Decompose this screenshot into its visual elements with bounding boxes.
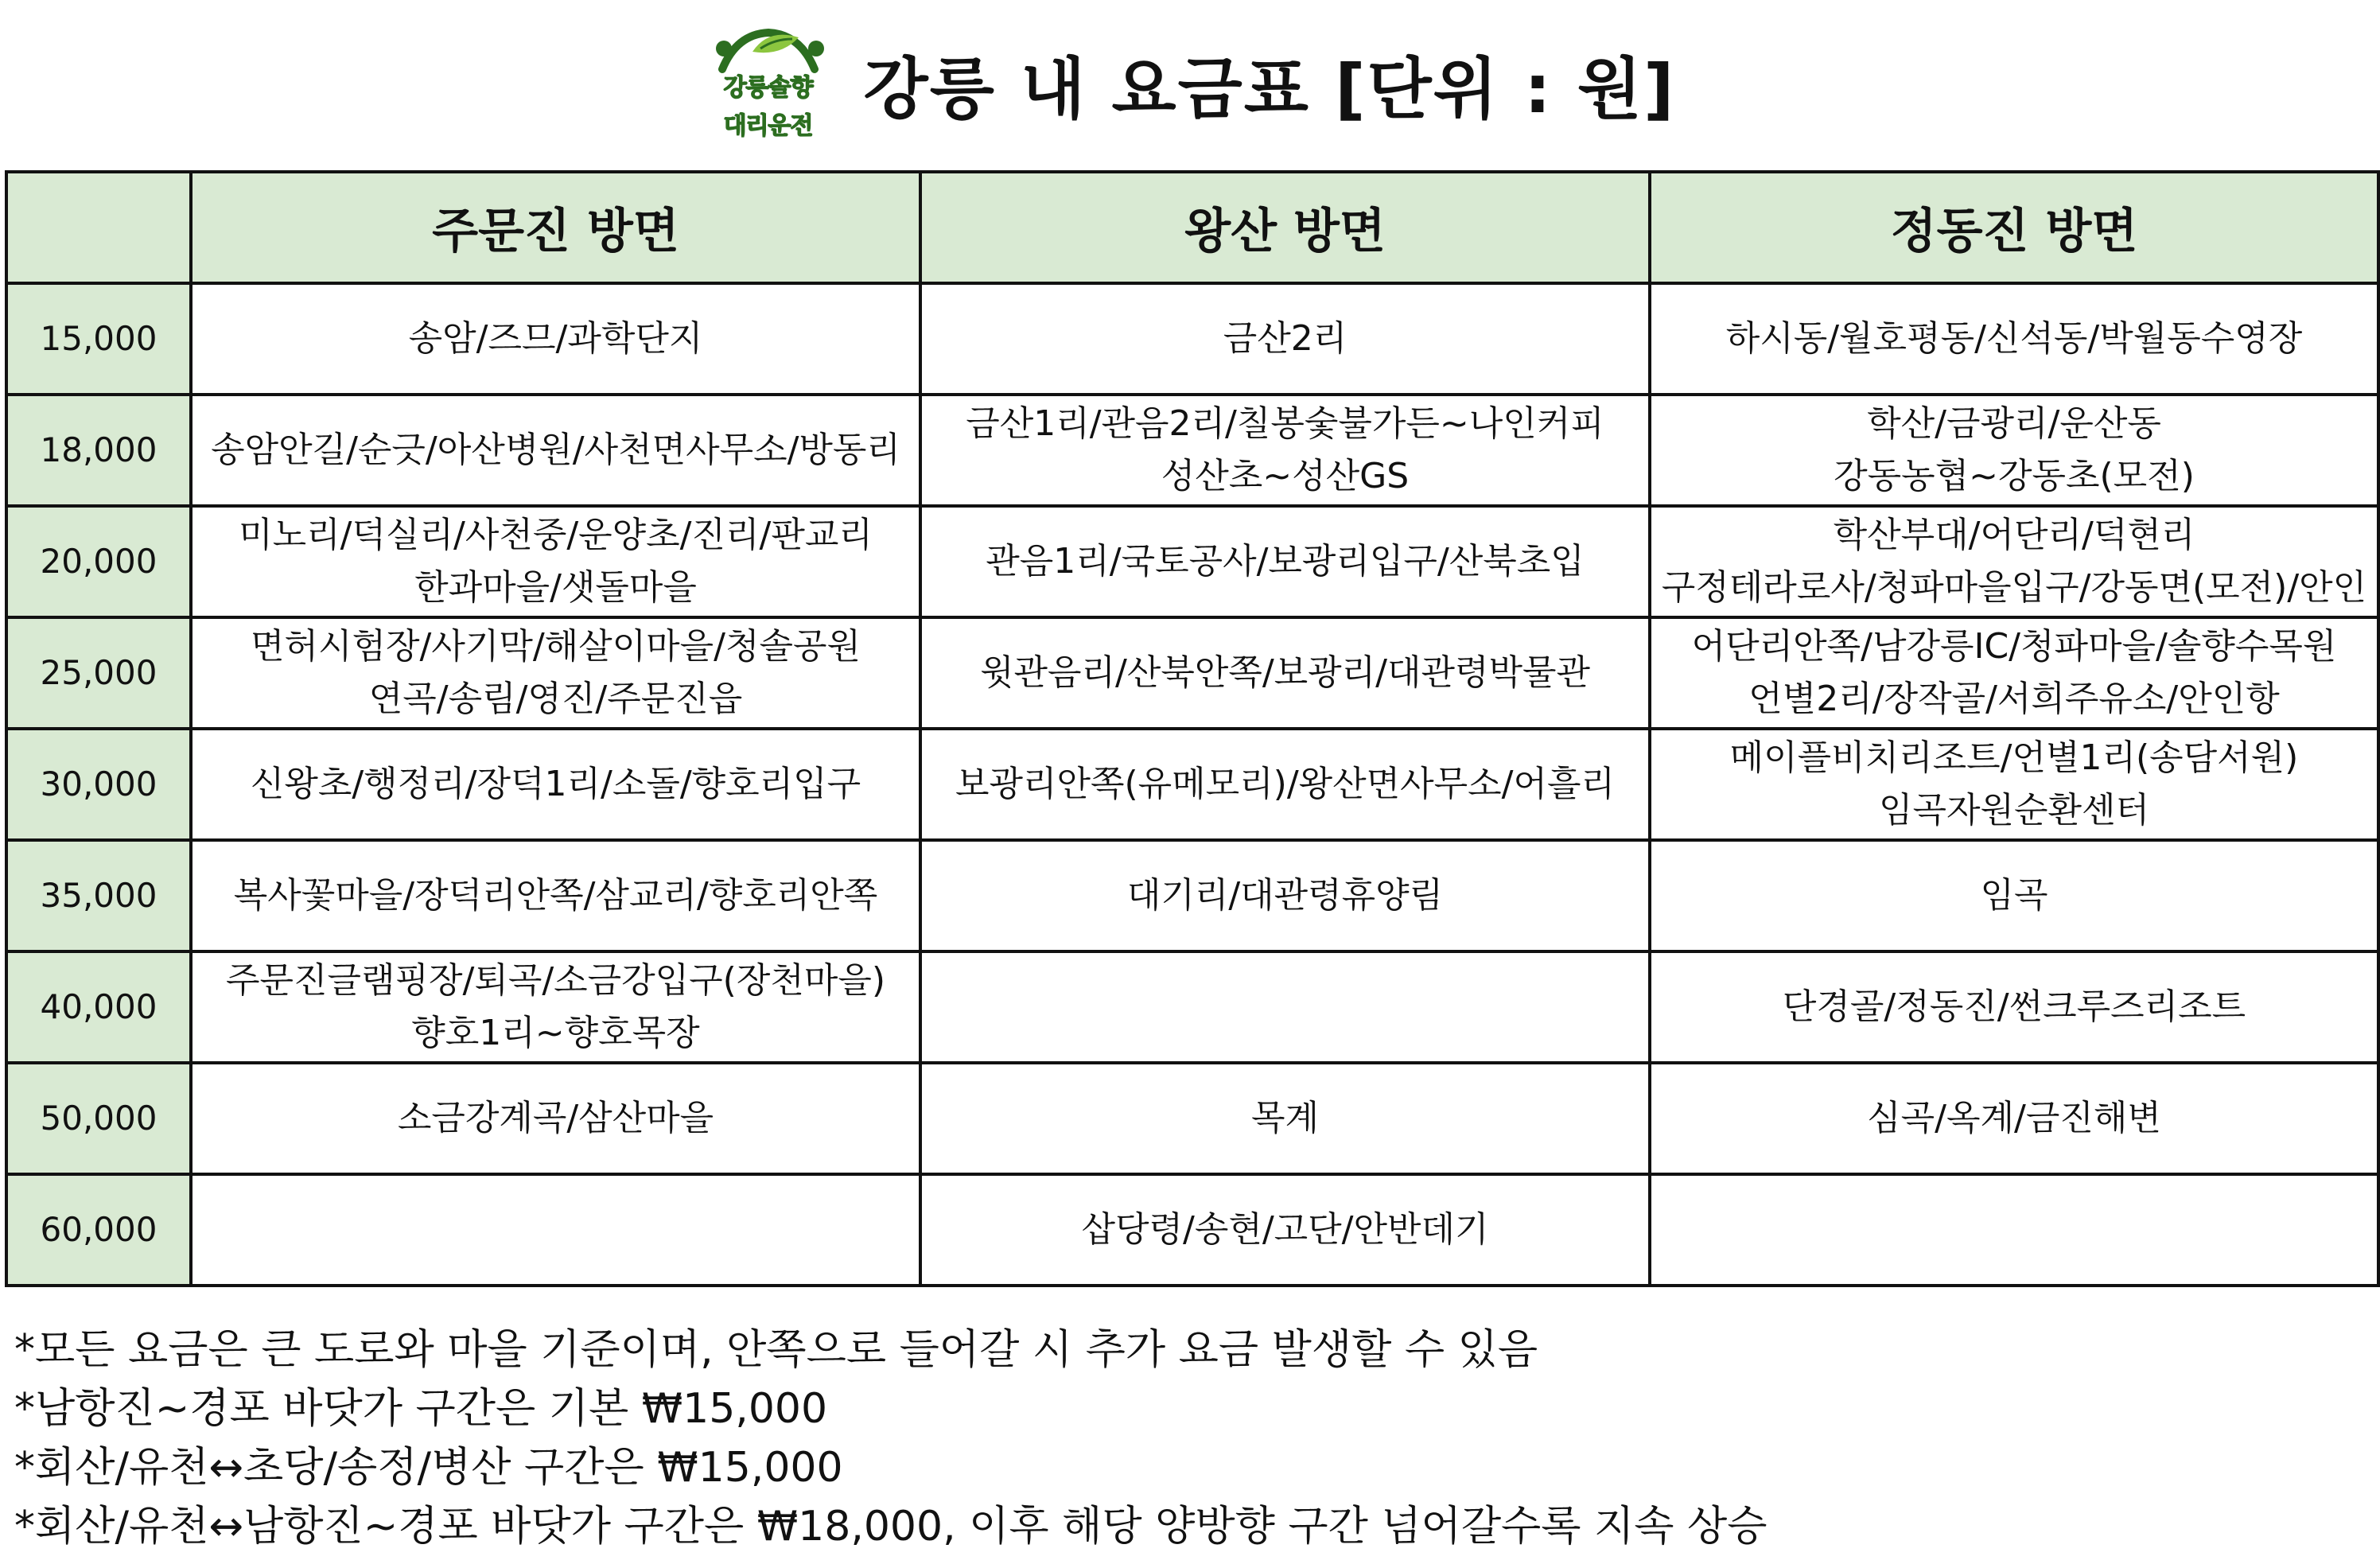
page-title: 강릉 내 요금표 [단위 : 원] [863, 49, 1676, 128]
area-list-text: 송암/즈므/과학단지 [408, 318, 703, 359]
area-cell-jeongdongjin [1650, 729, 2378, 840]
note-item: *남항진~경포 바닷가 구간은 기본 ₩15,000 [14, 1385, 828, 1433]
area-list-text: 금산2리 [1223, 318, 1348, 359]
price-cell: 25,000 [6, 617, 191, 729]
price-cell: 50,000 [6, 1063, 191, 1174]
area-list-text: 송암안길/순긋/아산병원/사천면사무소/방동리 [211, 430, 900, 470]
note-item: *회산/유천↔초당/송정/병산 구간은 ₩15,000 [14, 1444, 843, 1492]
area-list-text: 구정테라로사/청파마을입구/강동면(모전)/안인 [1661, 567, 2367, 608]
company-logo [705, 20, 832, 147]
table-row [6, 506, 2378, 617]
area-cell-jeongdongjin [1650, 617, 2378, 729]
area-cell-jeongdongjin [1650, 1063, 2378, 1174]
area-list-text: 삽당령/송현/고단/안반데기 [1081, 1209, 1489, 1250]
area-cell-jeongdongjin [1650, 840, 2378, 951]
price-cell: 30,000 [6, 729, 191, 840]
area-list-text: 임곡자원순환센터 [1878, 790, 2150, 831]
area-cell-jumunjin [191, 729, 920, 840]
area-list-text: 임곡 [1980, 875, 2048, 916]
area-list-text: 대기리/대관령휴양림 [1126, 875, 1444, 916]
area-list-text: 복사꽃마을/장덕리안쪽/삼교리/향호리안쪽 [233, 875, 878, 916]
area-cell-jeongdongjin [1650, 1174, 2378, 1286]
table-row [6, 729, 2378, 840]
area-cell-jumunjin [191, 1063, 920, 1174]
area-list-text: 목계 [1250, 1098, 1319, 1138]
area-cell-wangsan [920, 506, 1650, 617]
table-header-row [6, 172, 2378, 283]
area-list-text: 강동농협~강동초(모전) [1834, 456, 2195, 496]
table-row [6, 395, 2378, 506]
price-cell: 35,000 [6, 840, 191, 951]
note-item: *회산/유천↔남항진~경포 바닷가 구간은 ₩18,000, 이후 해당 양방향 구간 넘어갈수록 지속 상승 [14, 1503, 1768, 1550]
area-cell-jumunjin [191, 1174, 920, 1286]
table-row [6, 951, 2378, 1063]
table-row [6, 1174, 2378, 1286]
area-list-text: 학산/금광리/운산동 [1867, 403, 2161, 444]
area-list-text: 단경골/정동진/썬크루즈리조트 [1782, 986, 2246, 1027]
logo-text-line1: 강릉솔향 [723, 74, 813, 102]
price-cell: 18,000 [6, 395, 191, 506]
area-list-text: 언별2리/장작골/서희주유소/안인항 [1748, 679, 2280, 719]
area-cell-jeongdongjin [1650, 395, 2378, 506]
area-list-text: 메이플비치리조트/언별1리(송담서원) [1729, 737, 2299, 778]
price-cell: 15,000 [6, 283, 191, 395]
header-jumunjin: 주문진 방면 [191, 172, 920, 283]
price-cell: 40,000 [6, 951, 191, 1063]
area-cell-wangsan [920, 1174, 1650, 1286]
header-jeongdongjin: 정동진 방면 [1650, 172, 2378, 283]
area-list-text: 연곡/송림/영진/주문진읍 [368, 679, 743, 719]
logo-text-line2: 대리운전 [723, 112, 813, 140]
area-cell-wangsan [920, 729, 1650, 840]
area-list-text: 주문진글램핑장/퇴곡/소금강입구(장천마을) [225, 960, 886, 1001]
area-list-text: 성산초~성산GS [1161, 456, 1410, 496]
area-cell-jeongdongjin [1650, 283, 2378, 395]
table-row [6, 1063, 2378, 1174]
area-list-text: 신왕초/행정리/장덕1리/소돌/향호리입구 [250, 764, 861, 804]
table-row [6, 617, 2378, 729]
area-list-text: 금산1리/관음2리/칠봉숯불가든~나인커피 [966, 403, 1604, 444]
area-cell-wangsan [920, 617, 1650, 729]
area-list-text: 향호1리~향호목장 [411, 1013, 700, 1053]
table-row [6, 840, 2378, 951]
fare-table-body [6, 283, 2378, 1286]
area-cell-jumunjin [191, 840, 920, 951]
area-list-text: 면허시험장/사기막/해살이마을/청솔공원 [250, 626, 861, 667]
area-cell-wangsan [920, 395, 1650, 506]
header-wangsan: 왕산 방면 [920, 172, 1650, 283]
header-corner [6, 172, 191, 283]
table-row [6, 283, 2378, 395]
area-cell-jeongdongjin [1650, 951, 2378, 1063]
area-cell-wangsan [920, 840, 1650, 951]
area-cell-jumunjin [191, 617, 920, 729]
area-cell-jumunjin [191, 283, 920, 395]
area-list-text: 관음1리/국토공사/보광리입구/산북초입 [986, 541, 1585, 582]
area-cell-jumunjin [191, 395, 920, 506]
area-cell-wangsan [920, 283, 1650, 395]
price-cell: 20,000 [6, 506, 191, 617]
header [0, 0, 2380, 167]
area-list-text: 소금강계곡/삼산마을 [397, 1098, 714, 1138]
price-cell: 60,000 [6, 1174, 191, 1286]
area-cell-jumunjin [191, 951, 920, 1063]
area-cell-jumunjin [191, 506, 920, 617]
area-list-text: 하시동/월호평동/신석동/박월동수영장 [1725, 318, 2303, 359]
note-item: *모든 요금은 큰 도로와 마을 기준이며, 안쪽으로 들어갈 시 추가 요금 발생할 수 있음 [14, 1326, 1538, 1374]
area-list-text: 학산부대/어단리/덕현리 [1833, 515, 2195, 555]
area-cell-wangsan [920, 1063, 1650, 1174]
fare-table [5, 170, 2380, 1287]
area-cell-wangsan [920, 951, 1650, 1063]
area-list-text: 어단리안쪽/남강릉IC/청파마을/솔향수목원 [1691, 626, 2337, 667]
area-list-text: 윗관음리/산북안쪽/보광리/대관령박물관 [979, 652, 1591, 693]
area-list-text: 심곡/옥계/금진해변 [1867, 1098, 2161, 1138]
area-list-text: 보광리안쪽(유메모리)/왕산면사무소/어흘리 [955, 764, 1616, 804]
area-list-text: 미노리/덕실리/사천중/운양초/진리/판교리 [239, 515, 873, 555]
area-cell-jeongdongjin [1650, 506, 2378, 617]
notes [14, 1321, 2369, 1556]
area-list-text: 한과마을/샛돌마을 [414, 567, 697, 608]
